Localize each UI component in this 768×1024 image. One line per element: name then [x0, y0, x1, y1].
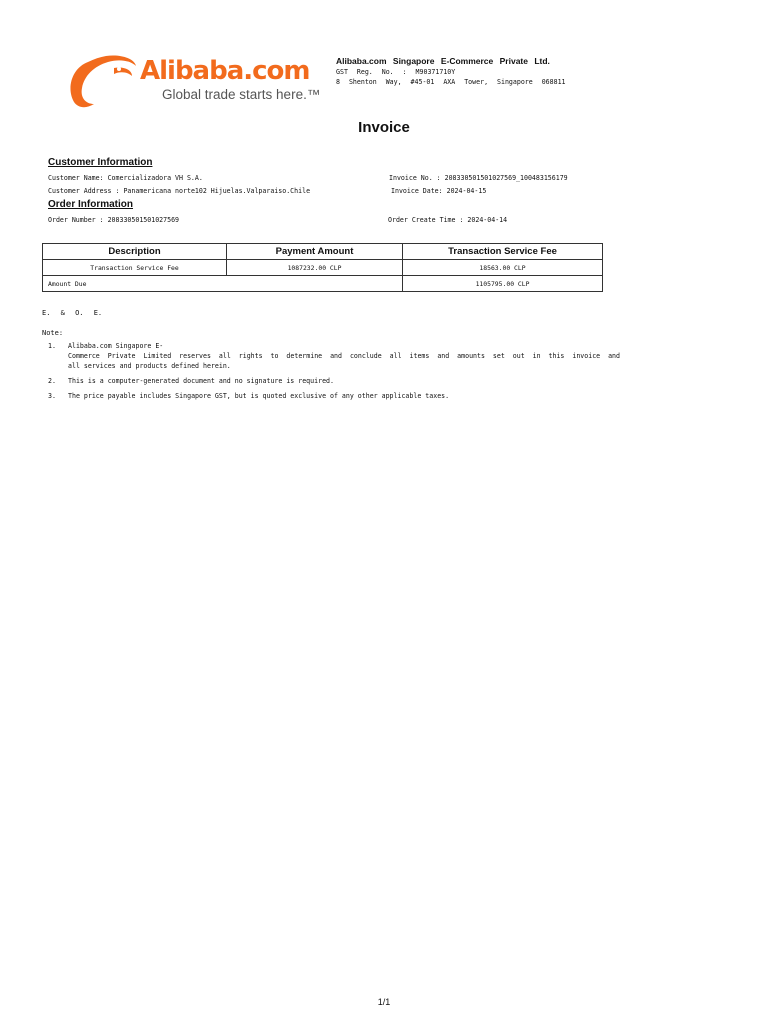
amount-due-label: Amount Due [43, 276, 403, 292]
order-create-time-label: Order Create Time : [388, 216, 464, 224]
company-address: 8 Shenton Way, #45-01 AXA Tower, Singapore 068811 [336, 78, 566, 86]
company-name: Alibaba.com Singapore E-Commerce Private Ltd. [336, 56, 550, 66]
note-text-line: Alibaba.com Singapore E- [68, 342, 164, 350]
customer-name [48, 174, 203, 182]
order-info-heading: Order Information [48, 199, 134, 210]
invoice-number [389, 174, 568, 182]
customer-address-label: Customer Address : [48, 187, 120, 195]
order-number-label: Order Number : [48, 216, 104, 224]
order-create-time [388, 216, 507, 224]
note-text-line: Commerce Private Limited reserves all rights to determine and conclude all items and amounts set out in this invoice and [68, 352, 620, 360]
alibaba-logo [66, 54, 328, 112]
invoice-date-label: Invoice Date: [391, 187, 443, 195]
invoice-number-label: Invoice No. : [389, 174, 441, 182]
row-payment-amount: 1087232.00 CLP [227, 260, 403, 276]
page-number: 1/1 [377, 997, 391, 1007]
col-header-service-fee: Transaction Service Fee [403, 244, 603, 260]
customer-name-label: Customer Name: [48, 174, 104, 182]
list-item [48, 376, 620, 386]
note-number: 1. [48, 342, 56, 350]
note-text: This is a computer-generated document and no signature is required. [68, 377, 334, 385]
invoice-title: Invoice [358, 119, 410, 136]
customer-address [48, 187, 310, 195]
invoice-number-value: 208330501501027569_100483156179 [444, 174, 568, 182]
row-description: Transaction Service Fee [43, 260, 227, 276]
order-number-value: 208330501501027569 [107, 216, 180, 224]
invoice-date [391, 187, 486, 195]
table-row [43, 260, 603, 276]
amount-due-value: 1105795.00 CLP [403, 276, 603, 292]
note-label: Note: [42, 329, 64, 337]
note-text-line: all services and products defined herein. [68, 362, 231, 370]
notes-list [48, 341, 620, 406]
logo-brand-text: Alibaba.com [140, 56, 310, 86]
logo-tagline: Global trade starts here.™ [162, 87, 321, 102]
order-create-time-value: 2024-04-14 [467, 216, 508, 224]
invoice-table [42, 243, 603, 292]
note-number: 2. [48, 377, 56, 385]
col-header-description: Description [43, 244, 227, 260]
list-item [48, 391, 620, 401]
customer-info-heading: Customer Information [48, 157, 153, 168]
list-item [48, 341, 620, 371]
col-header-payment-amount: Payment Amount [227, 244, 403, 260]
note-number: 3. [48, 392, 56, 400]
customer-address-value: Panamericana norte102 Hijuelas.Valparaiso.Chile [123, 187, 311, 195]
customer-name-value: Comercializadora VH S.A. [107, 174, 203, 182]
order-number [48, 216, 179, 224]
row-service-fee: 18563.00 CLP [403, 260, 603, 276]
eoe-text: E. & O. E. [42, 309, 103, 317]
company-gst: GST Reg. No. : M90371710Y [336, 68, 456, 76]
amount-due-row [43, 276, 603, 292]
table-header-row [43, 244, 603, 260]
invoice-date-value: 2024-04-15 [446, 187, 487, 195]
note-text: The price payable includes Singapore GST, but is quoted exclusive of any other applicable taxes. [68, 392, 450, 400]
